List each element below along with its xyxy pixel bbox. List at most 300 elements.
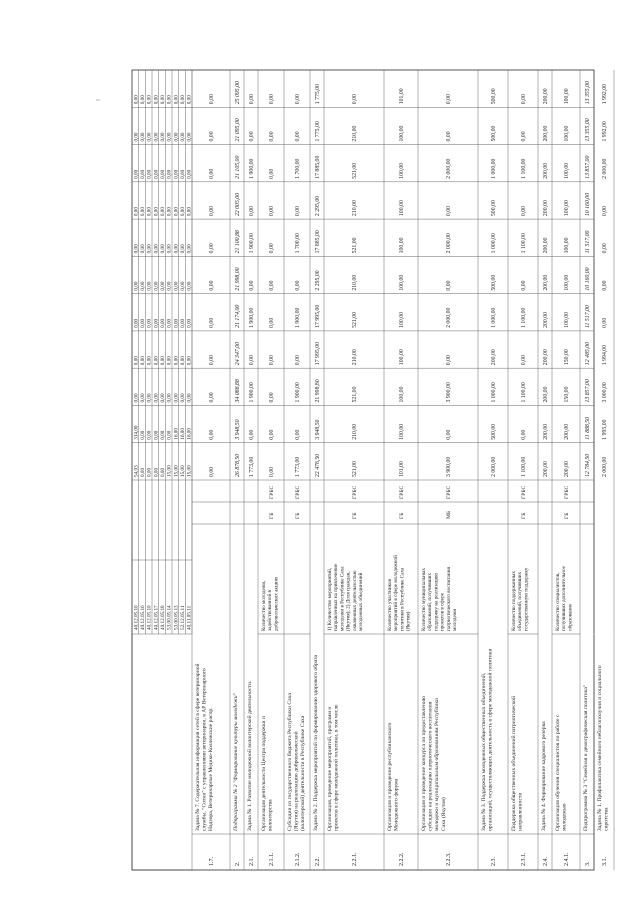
row-number: 1.7. bbox=[209, 857, 215, 866]
value-cell: 210,00 bbox=[352, 349, 358, 366]
value-cell: 0,00 bbox=[249, 355, 255, 366]
value-cell: 1 994,00 bbox=[602, 344, 608, 366]
top-value-cell: 0,00 bbox=[146, 169, 153, 179]
top-value-cell: 314,00 bbox=[133, 425, 140, 440]
indicator-text: Количество муниципальных bbox=[421, 568, 427, 631]
value-cell: 1 100,00 bbox=[521, 233, 527, 254]
top-value-cell: 0,00 bbox=[139, 467, 146, 477]
top-value-cell: 15,00 bbox=[173, 465, 180, 477]
value-cell: 0,00 bbox=[446, 280, 452, 291]
value-cell: 0,00 bbox=[209, 94, 215, 105]
value-cell: 0,00 bbox=[352, 94, 358, 105]
indicator-text: получивших дополнительное bbox=[561, 566, 568, 631]
value-cell: 0,00 bbox=[249, 280, 255, 291]
value-cell: 0,00 bbox=[446, 131, 452, 142]
row-name: Молодежного форума bbox=[393, 778, 400, 831]
top-value-cell: 0,00 bbox=[166, 393, 173, 403]
top-value-cell: 0,00 bbox=[146, 244, 153, 254]
value-cell: 0,00 bbox=[209, 355, 215, 366]
value-cell: 0,00 bbox=[209, 317, 215, 328]
top-value-cell: 0,00 bbox=[186, 207, 193, 217]
row-name: Субсидии из государственного бюджета Республики Саха bbox=[287, 693, 293, 831]
top-value-cell: 0,00 bbox=[173, 132, 180, 142]
value-cell: 25 095,00 bbox=[235, 81, 241, 105]
value-cell: 1 100,00 bbox=[521, 382, 527, 403]
value-cell: 2 000,00 bbox=[491, 456, 497, 477]
top-value-cell: 0,00 bbox=[166, 281, 173, 291]
top-value-cell: 0,00 bbox=[179, 132, 186, 142]
indicator-text: (Якутия); 2) Доля граждан, bbox=[345, 571, 352, 631]
value-cell: 1 000,00 bbox=[491, 307, 497, 328]
top-value-cell: 0,00 bbox=[173, 169, 180, 179]
value-cell: 17 995,00 bbox=[315, 304, 321, 328]
value-cell: 11 517,00 bbox=[585, 305, 591, 328]
row-name: Подпрограмма № 3 "Семейная и демографическая политика" bbox=[583, 684, 589, 831]
value-cell: 0,00 bbox=[269, 466, 275, 477]
value-cell: 1 900,00 bbox=[249, 382, 255, 403]
value-cell: 0,00 bbox=[269, 168, 275, 179]
top-value-cell: 0,00 bbox=[153, 244, 160, 254]
value-cell: 2 000,00 bbox=[446, 158, 452, 179]
top-value-cell: 0,00 bbox=[139, 95, 146, 105]
value-cell: 0,00 bbox=[269, 317, 275, 328]
value-cell: 10 160,00 bbox=[585, 192, 591, 217]
top-value-cell: 0,00 bbox=[159, 244, 166, 254]
value-cell: 100,00 bbox=[399, 423, 405, 440]
top-value-cell: 0,00 bbox=[153, 467, 160, 477]
top-value-cell: 0,00 bbox=[173, 356, 180, 366]
value-cell: 13 857,00 bbox=[585, 155, 591, 179]
top-value-cell: 0,00 bbox=[133, 281, 140, 291]
top-value-cell: 0,00 bbox=[166, 244, 173, 254]
value-cell: 1 992,00 bbox=[602, 83, 608, 105]
value-cell: 200,00 bbox=[543, 423, 549, 440]
indicator-text: охваченных деятельностью bbox=[351, 570, 358, 631]
value-cell: 1 000,00 bbox=[491, 158, 497, 179]
top-value-cell: 0,00 bbox=[139, 132, 146, 142]
row-name: службы, "Сотни" с управлениями ветеринарии, в АР Ветеринарного bbox=[201, 668, 208, 831]
value-cell: 0,00 bbox=[269, 94, 275, 105]
value-cell: 200,00 bbox=[491, 349, 497, 366]
row-name: Организация обучения специалистов по работе с bbox=[555, 714, 561, 831]
value-cell: 100,00 bbox=[564, 88, 570, 105]
value-cell: 2 295,00 bbox=[315, 195, 321, 217]
top-value-cell: 16,00 bbox=[186, 428, 193, 440]
row-name: проектов в сфере молодежной политики, в том числе bbox=[333, 704, 340, 831]
top-value-cell: 0,00 bbox=[146, 207, 153, 217]
grbs-cell: ГРБС bbox=[269, 485, 275, 499]
top-value-cell: 0,00 bbox=[153, 207, 160, 217]
value-cell: 0,00 bbox=[269, 243, 275, 254]
top-value-cell: 0,00 bbox=[179, 393, 186, 403]
value-cell: 24 347,00 bbox=[235, 341, 241, 366]
value-cell: 210,00 bbox=[352, 274, 358, 291]
value-cell: 0,00 bbox=[249, 131, 255, 142]
top-value-cell: 0,00 bbox=[146, 430, 153, 440]
row-number: 3.1. bbox=[602, 857, 608, 866]
value-cell: 1 000,00 bbox=[491, 382, 497, 403]
code-cell: 52.12.05.11 bbox=[179, 605, 186, 630]
indicator-text: Количество молодежи, bbox=[261, 580, 267, 631]
row-number: 2.1.1. bbox=[269, 852, 275, 866]
value-cell: 21 105,00 bbox=[235, 155, 241, 179]
row-number: 2.4. bbox=[543, 857, 549, 866]
top-value-cell: 0,00 bbox=[153, 393, 160, 403]
top-value-cell: 0,00 bbox=[166, 132, 173, 142]
top-value-cell: 0,00 bbox=[159, 207, 166, 217]
top-value-cell: 0,00 bbox=[179, 318, 186, 328]
value-cell: 100,00 bbox=[564, 237, 570, 254]
top-value-cell: 0,00 bbox=[133, 244, 140, 254]
value-cell: 0,00 bbox=[602, 317, 608, 328]
top-value-cell: 0,00 bbox=[139, 207, 146, 217]
value-cell: 100,00 bbox=[399, 200, 405, 217]
value-cell: 22 005,00 bbox=[235, 192, 241, 217]
top-value-cell: 0,00 bbox=[139, 356, 146, 366]
value-cell: 0,00 bbox=[269, 355, 275, 366]
value-cell: 1 995,00 bbox=[602, 419, 608, 440]
row-number: 2.2.1. bbox=[352, 852, 358, 866]
value-cell: 0,00 bbox=[295, 131, 301, 142]
row-name: организаций, осуществляющих деятельность в сфере молодежной политики bbox=[487, 648, 494, 831]
value-cell: 0,00 bbox=[209, 280, 215, 291]
top-value-cell: 0,00 bbox=[139, 318, 146, 328]
top-value-cell: 0,00 bbox=[179, 207, 186, 217]
value-cell: 500,00 bbox=[491, 125, 497, 142]
top-value-cell: 0,00 bbox=[153, 356, 160, 366]
row-name: Подпрограмма № 2 "Формирование культуры молодежи" bbox=[233, 693, 239, 831]
top-value-cell: 16,00 bbox=[173, 428, 180, 440]
row-number: 2. bbox=[235, 861, 241, 866]
top-value-cell: 0,00 bbox=[133, 356, 140, 366]
value-cell: 0,00 bbox=[209, 466, 215, 477]
top-value-cell: 54,03 bbox=[133, 465, 140, 477]
top-value-cell: 0,00 bbox=[173, 318, 180, 328]
indicator-text: Количество участников bbox=[387, 579, 393, 631]
top-value-cell: 0,00 bbox=[159, 318, 166, 328]
value-cell: 100,00 bbox=[564, 162, 570, 179]
row-name: Задача № 4. Формирование кадрового резерва bbox=[541, 721, 547, 831]
indicator-text: 1) Количество мероприятий, bbox=[327, 567, 333, 631]
value-cell: 200,00 bbox=[543, 88, 549, 105]
top-value-cell: 0,00 bbox=[139, 430, 146, 440]
funding-source-cell: ГБ bbox=[352, 512, 358, 519]
value-cell: 3 000,00 bbox=[602, 382, 608, 403]
value-cell: 500,00 bbox=[491, 88, 497, 105]
value-cell: 0,00 bbox=[269, 429, 275, 440]
value-cell: 500,00 bbox=[491, 423, 497, 440]
value-cell: 21 998,80 bbox=[315, 379, 321, 403]
funding-source-cell: МБ bbox=[446, 510, 452, 519]
value-cell: 1 100,00 bbox=[521, 456, 527, 477]
value-cell: 0,00 bbox=[295, 94, 301, 105]
top-value-cell: 0,00 bbox=[146, 132, 153, 142]
row-number: 2.3.1. bbox=[521, 852, 527, 866]
value-cell: 0,00 bbox=[295, 355, 301, 366]
row-name: Задача № 3. Поддержка молодежных общественных объединений, bbox=[481, 672, 487, 831]
code-cell: 40.12.05.18 bbox=[159, 605, 166, 630]
value-cell: 3 948,50 bbox=[315, 419, 321, 440]
top-value-cell: 0,00 bbox=[173, 244, 180, 254]
value-cell: 1 900,00 bbox=[295, 307, 301, 328]
value-cell: 1 000,00 bbox=[491, 233, 497, 254]
value-cell: 0,00 bbox=[209, 205, 215, 217]
value-cell: 200,00 bbox=[543, 237, 549, 254]
indicator-text: направленных на привлечение bbox=[333, 563, 340, 631]
value-cell: 200,00 bbox=[543, 311, 549, 328]
value-cell: 2 000,00 bbox=[446, 307, 452, 328]
value-cell: 3 948,50 bbox=[235, 419, 241, 440]
value-cell: 3 900,00 bbox=[446, 456, 452, 477]
top-value-cell: 0,00 bbox=[173, 393, 180, 403]
value-cell: 1 900,00 bbox=[249, 158, 255, 179]
value-cell: 200,00 bbox=[564, 461, 570, 477]
value-cell: 17 995,00 bbox=[315, 341, 321, 366]
indicator-text: образование bbox=[567, 603, 574, 631]
value-cell: 1 992,00 bbox=[602, 121, 608, 142]
value-cell: 200,00 bbox=[543, 200, 549, 217]
top-value-cell: 0,00 bbox=[166, 430, 173, 440]
row-number: 2.2. bbox=[315, 857, 321, 866]
value-cell: 0,00 bbox=[295, 429, 301, 440]
grbs-cell: ГРБС bbox=[295, 485, 301, 499]
funding-source-cell: ГБ bbox=[269, 512, 275, 519]
value-cell: 100,00 bbox=[564, 125, 570, 142]
indicator-text: задействованной в bbox=[267, 590, 274, 631]
row-number: 2.3. bbox=[491, 857, 497, 866]
value-cell: 0,00 bbox=[446, 429, 452, 440]
row-name: молодежью bbox=[561, 803, 568, 831]
value-cell: 150,00 bbox=[564, 386, 570, 403]
top-value-cell: 0,00 bbox=[133, 169, 140, 179]
value-cell: 0,00 bbox=[269, 280, 275, 291]
value-cell: 21 998,00 bbox=[235, 267, 241, 291]
row-name: Задача № 1. Профилактика семейного неблагополучия и социального bbox=[597, 665, 603, 831]
value-cell: 1 773,00 bbox=[249, 456, 255, 477]
top-value-cell: 0,00 bbox=[146, 95, 153, 105]
top-value-cell: 0,00 bbox=[139, 169, 146, 179]
value-cell: 521,00 bbox=[352, 386, 358, 403]
indicator-text: государственную поддержку bbox=[523, 567, 530, 631]
value-cell: 0,00 bbox=[209, 243, 215, 254]
grbs-cell: ГРБС bbox=[399, 485, 405, 499]
row-name: Задача № 2. Поддержка мероприятий по формированию здорового образа bbox=[313, 654, 319, 831]
value-cell: 500,00 bbox=[491, 274, 497, 291]
top-value-cell: 0,00 bbox=[153, 95, 160, 105]
value-cell: 150,00 bbox=[564, 349, 570, 366]
value-cell: 0,00 bbox=[521, 280, 527, 291]
value-cell: 100,00 bbox=[399, 162, 405, 179]
row-name: Задача № 7. Содержательная информация сетей в сфере ветеринарной bbox=[195, 663, 201, 831]
indicator-text: поддержку на реализацию bbox=[433, 572, 440, 631]
top-value-cell: 0,00 bbox=[186, 132, 193, 142]
indicator-text: проектов в сфере bbox=[439, 593, 446, 631]
value-cell: 1 100,00 bbox=[521, 158, 527, 179]
value-cell: 21 174,00 bbox=[235, 304, 241, 328]
top-value-cell: 0,00 bbox=[133, 207, 140, 217]
value-cell: 100,00 bbox=[399, 237, 405, 254]
top-value-cell: 0,00 bbox=[146, 356, 153, 366]
value-cell: 1 100,00 bbox=[521, 307, 527, 328]
grbs-cell: ГРБС bbox=[352, 485, 358, 499]
value-cell: 17 885,00 bbox=[315, 230, 321, 254]
funding-source-cell: ГБ bbox=[521, 512, 527, 519]
grbs-cell: ГРБС bbox=[521, 485, 527, 499]
top-value-cell: 0,00 bbox=[133, 95, 140, 105]
indicator-text: мероприятий в сфере молодежной bbox=[393, 555, 400, 631]
row-name: направленности bbox=[517, 792, 524, 831]
value-cell: 200,00 bbox=[543, 162, 549, 179]
top-value-cell: 0,00 bbox=[179, 356, 186, 366]
top-value-cell: 0,00 bbox=[186, 169, 193, 179]
row-name: волонтерства bbox=[267, 799, 274, 831]
value-cell: 13 355,00 bbox=[585, 81, 591, 105]
value-cell: 100,00 bbox=[564, 200, 570, 217]
value-cell: 0,00 bbox=[269, 205, 275, 217]
top-value-cell: 0,00 bbox=[159, 430, 166, 440]
top-value-cell: 0,00 bbox=[146, 281, 153, 291]
row-name: субсидии на реализацию патриотического воспитания bbox=[427, 701, 434, 831]
row-name: Надзора, Ветеринарные Медико-Коллежские распр. bbox=[208, 707, 215, 831]
value-cell: 0,00 bbox=[209, 392, 215, 403]
top-value-cell: 0,00 bbox=[173, 95, 180, 105]
value-cell: 0,00 bbox=[521, 355, 527, 366]
value-cell: 0,00 bbox=[269, 392, 275, 403]
value-cell: 21 095,00 bbox=[235, 118, 241, 142]
value-cell: 2 000,00 bbox=[446, 233, 452, 254]
value-cell: 0,00 bbox=[446, 355, 452, 366]
value-cell: 0,00 bbox=[446, 94, 452, 105]
row-name: Организация и проведение республиканского bbox=[387, 722, 393, 831]
value-cell: 0,00 bbox=[602, 205, 608, 217]
top-value-cell: 0,00 bbox=[186, 281, 193, 291]
top-value-cell: 0,00 bbox=[179, 281, 186, 291]
value-cell: 1 700,00 bbox=[295, 233, 301, 254]
value-cell: 13 857,00 bbox=[585, 379, 591, 403]
top-value-cell: 0,00 bbox=[153, 132, 160, 142]
value-cell: 0,00 bbox=[249, 205, 255, 217]
top-value-cell: 0,00 bbox=[166, 95, 173, 105]
funding-source-cell: ГБ bbox=[295, 512, 301, 519]
funding-source-cell: ГБ bbox=[399, 512, 405, 519]
indicator-text: молодежных объединений bbox=[358, 572, 364, 631]
row-name: Организация и проведение конкурса по предоставлению bbox=[421, 696, 427, 831]
value-cell: 521,00 bbox=[352, 461, 358, 477]
code-cell: 40.12.05.17 bbox=[153, 605, 160, 630]
value-cell: 0,00 bbox=[521, 205, 527, 217]
value-cell: 100,00 bbox=[564, 311, 570, 328]
value-cell: 100,00 bbox=[564, 274, 570, 291]
top-value-cell: 15,00 bbox=[179, 465, 186, 477]
top-value-cell: 0,00 bbox=[179, 244, 186, 254]
row-name: (волонтерской) деятельности в Республике Саха bbox=[300, 715, 307, 831]
value-cell: 12 485,00 bbox=[585, 341, 591, 366]
value-cell: 17 885,00 bbox=[315, 155, 321, 179]
top-value-cell: 0,00 bbox=[186, 318, 193, 328]
value-cell: 200,00 bbox=[564, 423, 570, 440]
top-value-cell: 0,00 bbox=[139, 244, 146, 254]
top-value-cell: 0,00 bbox=[179, 169, 186, 179]
value-cell: 200,00 bbox=[543, 274, 549, 291]
top-value-cell: 0,00 bbox=[173, 281, 180, 291]
value-cell: 100,00 bbox=[399, 386, 405, 403]
code-cell: 40.12.05.10 bbox=[133, 605, 140, 630]
top-value-cell: 0,00 bbox=[166, 318, 173, 328]
value-cell: 0,00 bbox=[269, 131, 275, 142]
top-value-cell: 0,00 bbox=[159, 356, 166, 366]
row-name: Организация, проведение мероприятий, программ и bbox=[327, 706, 333, 831]
top-value-cell: 0,00 bbox=[153, 318, 160, 328]
row-name: Саха (Якутия) bbox=[440, 797, 447, 831]
top-value-cell: 0,00 bbox=[133, 393, 140, 403]
value-cell: 0,00 bbox=[295, 280, 301, 291]
top-value-cell: 15,00 bbox=[186, 465, 193, 477]
indicator-text: молодежи bbox=[452, 608, 458, 631]
top-value-cell: 0,00 bbox=[173, 207, 180, 217]
value-cell: 0,00 bbox=[521, 429, 527, 440]
indicator-text: политики в Республике Саха bbox=[399, 567, 406, 631]
value-cell: 521,00 bbox=[352, 237, 358, 254]
top-value-cell: 0,00 bbox=[146, 318, 153, 328]
value-cell: 1 773,00 bbox=[295, 456, 301, 477]
value-cell: 210,00 bbox=[352, 200, 358, 217]
code-cell: 53.00.05.14 bbox=[166, 605, 173, 630]
grbs-cell: ГРБС bbox=[564, 485, 570, 499]
top-value-cell: 0,00 bbox=[186, 393, 193, 403]
value-cell: 210,00 bbox=[352, 125, 358, 142]
value-cell: 10 160,00 bbox=[585, 267, 591, 291]
funding-source-cell: ГБ bbox=[564, 512, 570, 519]
code-cell: 40.12.05.16 bbox=[139, 605, 146, 630]
value-cell: 1 775,00 bbox=[315, 121, 321, 142]
value-cell: 521,00 bbox=[352, 311, 358, 328]
top-value-cell: 0,00 bbox=[159, 281, 166, 291]
top-value-cell: 0,00 bbox=[159, 169, 166, 179]
value-cell: 200,00 bbox=[543, 349, 549, 366]
value-cell: 11 888,50 bbox=[585, 416, 591, 440]
row-number: 2.1.2. bbox=[295, 852, 301, 866]
value-cell: 12 784,50 bbox=[585, 453, 591, 477]
top-value-cell: 0,00 bbox=[153, 430, 160, 440]
row-number: 2.2.2. bbox=[399, 852, 405, 866]
value-cell: 2 000,00 bbox=[602, 158, 608, 179]
row-name: Поддержка общественных объединений патриотической bbox=[511, 696, 517, 831]
row-name: Организация деятельности Центра поддержки и bbox=[261, 716, 267, 831]
row-name: Задача № 1. Развитие молодежной волонтерской деятельности. bbox=[247, 680, 253, 831]
code-cell: 53.00.05.13 bbox=[173, 605, 180, 630]
value-cell: 500,00 bbox=[491, 200, 497, 217]
indicator-text: добровольческих акциях bbox=[273, 576, 280, 631]
top-value-cell: 0,00 bbox=[139, 393, 146, 403]
value-cell: 100,00 bbox=[399, 311, 405, 328]
row-number: 2.2.3. bbox=[446, 852, 452, 866]
value-cell: 0,00 bbox=[209, 429, 215, 440]
value-cell: 100,00 bbox=[399, 349, 405, 366]
top-value-cell: 0,00 bbox=[153, 169, 160, 179]
value-cell: 13 355,00 bbox=[585, 118, 591, 142]
value-cell: 0,00 bbox=[295, 205, 301, 217]
value-cell: 100,00 bbox=[399, 125, 405, 142]
value-cell: 1 775,00 bbox=[315, 83, 321, 105]
top-value-cell: 0,00 bbox=[133, 318, 140, 328]
top-value-cell: 0,00 bbox=[166, 356, 173, 366]
value-cell: 200,00 bbox=[543, 461, 549, 477]
value-cell: 0,00 bbox=[602, 280, 608, 291]
value-cell: 1 900,00 bbox=[249, 233, 255, 254]
top-value-cell: 0,00 bbox=[146, 467, 153, 477]
indicator-text: образований, получивших bbox=[427, 572, 434, 631]
top-value-cell: 0,00 bbox=[159, 393, 166, 403]
